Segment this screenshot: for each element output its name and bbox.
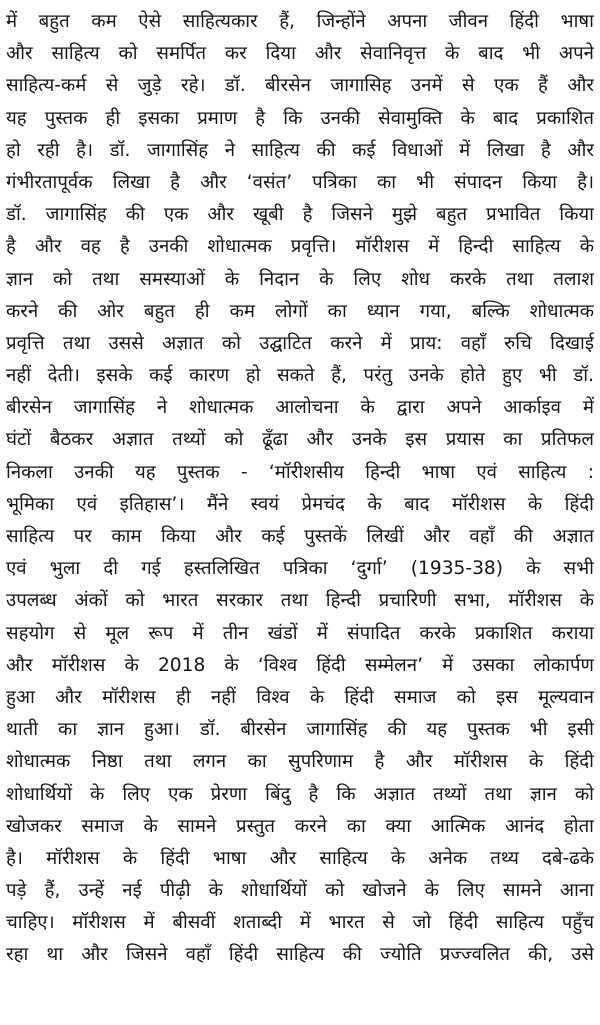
text-line: करने की ओर बहुत ही कम लोगों का ध्यान गया, बल्कि शोधात्मक — [6, 300, 594, 322]
text-line: ज्ञान को तथा समस्याओं के निदान के लिए शोध करके तथा तलाश — [6, 268, 594, 290]
text-line: और मॉरीशस के 2018 के ‘विश्व हिंदी सम्मेलन’ में उसका लोकार्पण — [6, 654, 594, 676]
text-line: साहित्य पर काम किया और कई पुस्तकें लिखीं और वहाँ की अज्ञात — [6, 526, 594, 547]
text-line: शोधार्थियों के लिए एक प्रेरणा बिंदु है कि अज्ञात तथ्यों तथा ज्ञान को — [6, 783, 594, 805]
text-line: पड़े हैं, उन्हें नई पीढ़ी के शोधार्थियों को खोजने के लिए सामने आना — [6, 880, 594, 902]
text-line: भूमिका एवं इतिहास’। मैंने स्वयं प्रेमचंद के बाद मॉरीशस के हिंदी — [6, 493, 594, 515]
text-line: में बहुत कम ऐसे साहित्यकार हैं, जिन्होंने अपना जीवन हिंदी भाषा — [6, 11, 594, 32]
text-line: घंटों बैठकर अज्ञात तथ्यों को ढूँढा और उनके इस प्रयास का प्रतिफल — [6, 429, 594, 451]
body-text — [6, 6, 594, 972]
text-line: निकला उनकी यह पुस्तक - ‘मॉरीशसीय हिन्दी भाषा एवं साहित्य : — [6, 461, 594, 483]
text-line: नहीं देती। इसके कई कारण हो सकते हैं, परंतु उनके होते हुए भी डॉ. — [6, 365, 594, 387]
text-line: उपलब्ध अंकों को भारत सरकार तथा हिन्दी प्रचारिणी सभा, मॉरीशस के — [6, 590, 594, 612]
text-line: सहयोग से मूल रूप में तीन खंडों में संपादित करके प्रकाशित कराया — [6, 622, 594, 644]
text-line: हो रही है। डॉ. जागासिंह ने साहित्य की कई विधाओं में लिखा है और — [6, 139, 594, 161]
text-line: रहा था और जिसने वहाँ हिंदी साहित्य की ज्योति प्रज्ज्वलित की, उसे — [6, 944, 594, 966]
text-line: शोधात्मक निष्ठा तथा लगन का सुपरिणाम है और मॉरीशस के हिंदी — [6, 751, 594, 773]
text-line: खोजकर समाज के सामने प्रस्तुत करने का क्या आत्मिक आनंद होता — [6, 815, 594, 837]
text-line: बीरसेन जागासिंह ने शोधात्मक आलोचना के द्वारा अपने आर्काइव में — [6, 397, 594, 419]
text-line: डॉ. जागासिंह की एक और खूबी है जिसने मुझे बहुत प्रभावित किया — [6, 204, 594, 226]
text-line: और साहित्य को समर्पित कर दिया और सेवानिवृत्त के बाद भी अपने — [6, 43, 594, 65]
text-line: चाहिए। मॉरीशस में बीसवीं शताब्दी में भारत से जो हिंदी साहित्य पहुँच — [6, 912, 594, 934]
text-line: प्रवृत्ति तथा उससे अज्ञात को उद्घाटित करने में प्राय: वहाँ रुचि दिखाई — [6, 332, 594, 354]
text-line: है। मॉरीशस के हिंदी भाषा और साहित्य के अनेक तथ्य दबे-ढके — [6, 847, 594, 869]
text-line: गंभीरतापूर्वक लिखा है और ‘वसंत’ पत्रिका का भी संपादन किया है। — [6, 171, 594, 193]
text-line: साहित्य-कर्म से जुड़े रहे। डॉ. बीरसेन जागासिह उनमें से एक हैं और — [6, 75, 594, 97]
text-line: है और वह है उनकी शोधात्मक प्रवृत्ति। मॉरीशस में हिन्दी साहित्य के — [6, 236, 594, 258]
text-line: हुआ और मॉरीशस ही नहीं विश्व के हिंदी समाज को इस मूल्यवान — [6, 686, 594, 708]
text-line: एवं भुला दी गई हस्तलिखित पत्रिका ‘दुर्गा’ (1935-38) के सभी — [6, 558, 594, 580]
text-line: यह पुस्तक ही इसका प्रमाण है कि उनकी सेवामुक्ति के बाद प्रकाशित — [6, 107, 594, 129]
text-line: थाती का ज्ञान हुआ। डॉ. बीरसेन जागासिंह की यह पुस्तक भी इसी — [6, 719, 594, 741]
